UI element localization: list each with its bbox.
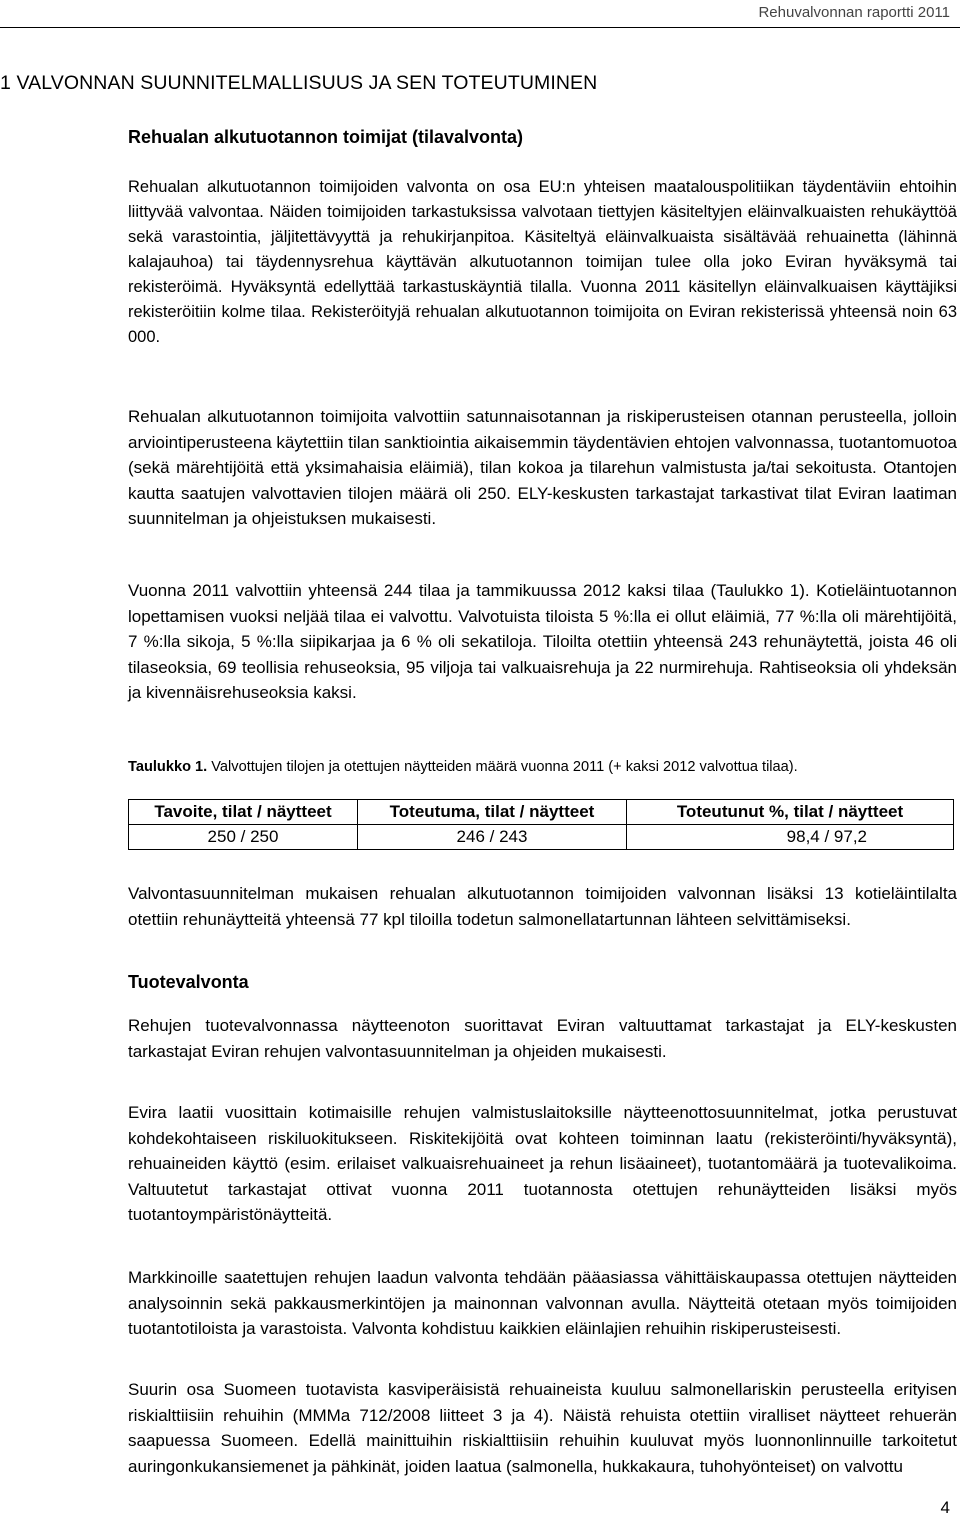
cell-tavoite: 250 / 250 [129,825,358,850]
col-header-tavoite: Tavoite, tilat / näytteet [129,800,358,825]
table-caption-text: Valvottujen tilojen ja otettujen näytteiden määrä vuonna 2011 (+ kaksi 2012 valvottua tilaa). [207,759,798,775]
table-row [129,825,954,850]
paragraph-otanta: Rehualan alkutuotannon toimijoita valvottiin satunnaisotannan ja riskiperusteisen otannan perusteella, jolloin arviointiperusteena käytettiin tilan sanktiointia aikaisemmin täydentävien ehtojen valvonnassa, tuotantomuotoa (sekä märehtijöitä että yksimahaisia eläimiä), tilan kokoa ja tilarehun valmistusta ja/tai sekoitusta. Otantojen kautta saatujen valvottavien tilojen määrä oli 250. ELY-keskusten tarkastajat tarkastivat tilat Eviran laatiman suunnitelman ja ohjeistuksen mukaisesti. [128,407,957,528]
header-rule [0,27,960,28]
paragraph-naytteenottosuunnitelmat: Evira laatii vuosittain kotimaisille rehujen valmistuslaitoksille näytteenottosuunnitelmat, jotka perustuvat kohdekohtaiseen riskiluokitukseen. Riskitekijöitä ovat kohteen toiminnan laatu (rekisteröinti/hyväksyntä), rehuaineiden käyttö (esim. erilaiset valkuaisrehuaineet ja rehun lisäaineet), tuotantomäärä ja tuotevalikoima. Valtuutetut tarkastajat ottivat vuonna 2011 tuotannosta otettujen rehunäytteiden lisäksi myös tuotantoympäristönäytteitä. [128,1103,957,1224]
table-caption [128,759,798,775]
chapter-title: 1 VALVONNAN SUUNNITELMALLISUUS JA SEN TOTEUTUMINEN [0,72,598,94]
running-header: Rehuvalvonnan raportti 2011 [758,4,950,21]
cell-toteutuma: 246 / 243 [358,825,627,850]
section-heading-tuotevalvonta: Tuotevalvonta [128,972,249,992]
table-header-row [129,800,954,825]
paragraph-tuotevalvonta-intro: Rehujen tuotevalvonnassa näytteenoton suorittavat Eviran valtuuttamat tarkastajat ja ELY-keskusten tarkastajat Eviran rehujen valvontasuunnitelman ja ohjeiden mukaisesti. [128,1016,957,1061]
paragraph-valvotut-tilat: Vuonna 2011 valvottiin yhteensä 244 tilaa ja tammikuussa 2012 kaksi tilaa (Taulukko 1). Kotieläintuotannon lopettamisen vuoksi neljää tilaa ei valvottu. Valvotuista tiloista 5 %:lla ei ollut eläimiä, 77 %:lla oli märehtijöitä, 7 %:lla sikoja, 5 %:lla siipikarjaa ja 6 % oli sekatiloja. Tiloilta otettiin yhteensä 243 rehunäytettä, joista 46 oli tilaseoksia, 69 teollisia rehuseoksia, 95 viljoja tai valkuaisrehuja ja 22 nurmirehuja. Rahtiseoksia oli yhdeksän ja kivennäisrehuseoksia kaksi. [128,581,957,702]
cell-toteutunut-pct: 98,4 / 97,2 [627,825,954,850]
page-number: 4 [940,1498,950,1517]
paragraph-markkinavalvonta: Markkinoille saatettujen rehujen laadun valvonta tehdään pääasiassa vähittäiskaupassa otettujen näytteiden analysoinnin sekä pakkausmerkintöjen ja mainonnan valvonnan avulla. Näytteitä otetaan myös toimijoiden tuotantotiloista ja varastoista. Valvonta kohdistuu kaikkien eläinlajien rehuihin riskiperusteisesti. [128,1268,957,1338]
col-header-toteutuma: Toteutuma, tilat / näytteet [358,800,627,825]
paragraph-tilavalvonta-intro: Rehualan alkutuotannon toimijoiden valvonta on osa EU:n yhteisen maatalouspolitiikan täydentäviin ehtoihin liittyvää valvontaa. Näiden toimijoiden tarkastuksissa valvotaan tiettyjen käsiteltyjen eläinvalkuaisten rehukäyttöä sekä varastointia, jäljitettävyyttä ja rehukirjanpitoa. Käsiteltyä eläinvalkuaista sisältävää rehuainetta (lähinnä kalajauhoa) tai täydennysrehua käyttävän alkutuotannon toimijan tulee olla joko Eviran hyväksymä tai rekisteröimä. Hyväksyntä edellyttää tarkastuskäyntiä tilalla. Vuonna 2011 käsitellyn eläinvalkuaisen käyttäjiksi rekisteröitiin kolme tilaa. Rekisteröityjä rehualan alkutuotannon toimijoita on Eviran rekisterissä yhteensä noin 63 000. [128,178,957,346]
section-heading-tilavalvonta: Rehualan alkutuotannon toimijat (tilavalvonta) [128,127,524,147]
table-caption-label: Taulukko 1. [128,759,208,775]
paragraph-salmonella-lisanaytteet: Valvontasuunnitelman mukaisen rehualan alkutuotannon toimijoiden valvonnan lisäksi 13 kotieläintilalta otettiin rehunäytteitä yhteensä 77 kpl tiloilla todetun salmonellatartunnan lähteen selvittämiseksi. [128,884,957,929]
paragraph-tuonti-salmonella: Suurin osa Suomeen tuotavista kasviperäisistä rehuaineista kuuluu salmonellariskin perusteella erityisen riskialttiisiin rehuihin (MMMa 712/2008 liitteet 3 ja 4). Näistä rehuista otettiin viralliset näytteet rehuerän saapuessa Suomeen. Edellä mainittuihin riskialttiisiin rehuihin kuuluvat myös luonnonlinnuille tarkoitetut auringonkukansiemenet ja pähkinät, joiden laatua (salmonella, hukkakaura, tuhohyönteiset) on valvottu [128,1380,957,1476]
results-table [128,799,954,850]
col-header-toteutunut-pct: Toteutunut %, tilat / näytteet [627,800,954,825]
